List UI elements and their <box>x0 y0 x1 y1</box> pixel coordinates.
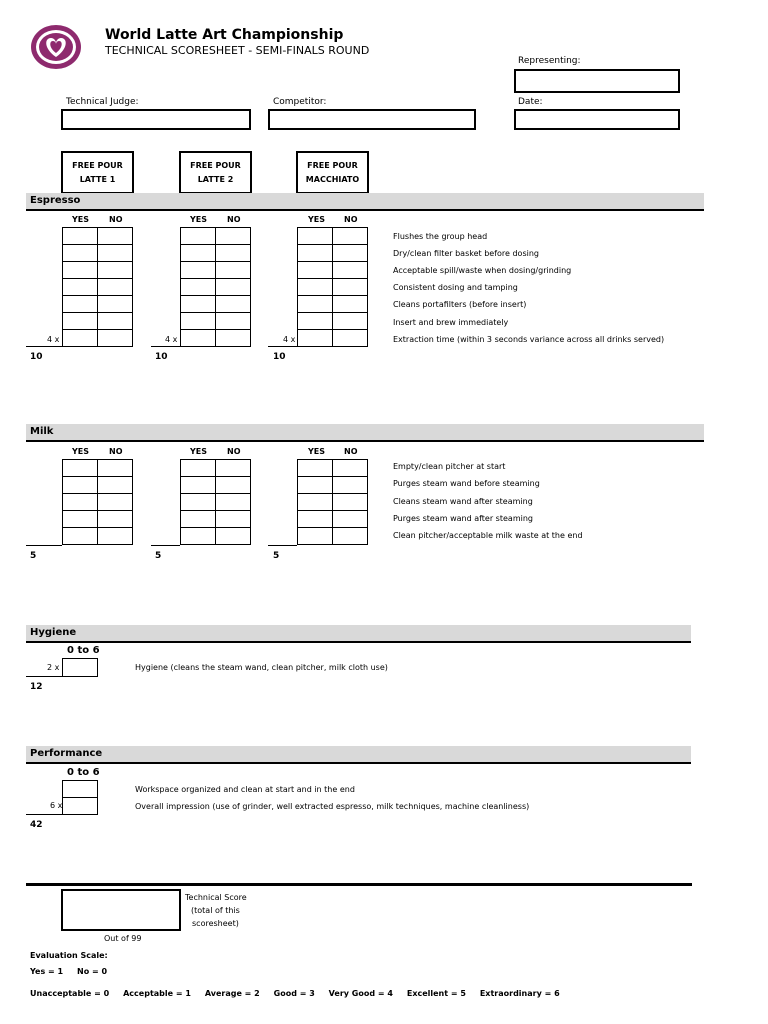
yes-box[interactable] <box>181 228 216 245</box>
no-box[interactable] <box>216 262 251 279</box>
yes-box[interactable] <box>298 262 333 279</box>
yes-box[interactable] <box>298 477 333 494</box>
no-box[interactable] <box>333 296 368 313</box>
milk-criterion: Empty/clean pitcher at start <box>393 462 506 471</box>
hygiene-score-box[interactable] <box>62 658 98 677</box>
milk-criterion: Cleans steam wand after steaming <box>393 497 533 506</box>
technical-score-box[interactable] <box>61 889 181 931</box>
no-box[interactable] <box>216 494 251 511</box>
date-field[interactable] <box>514 109 680 130</box>
yes-box[interactable] <box>63 279 98 296</box>
no-box[interactable] <box>98 245 133 262</box>
milk-section-header: Milk <box>26 424 704 442</box>
no-box[interactable] <box>333 313 368 330</box>
yes-box[interactable] <box>63 330 98 347</box>
yes-box[interactable] <box>181 330 216 347</box>
yes-label: YES <box>190 215 208 224</box>
representing-label: Representing: <box>518 56 581 66</box>
no-label: NO <box>227 215 241 224</box>
milk-grid-latte-2 <box>180 459 251 545</box>
yes-box[interactable] <box>298 511 333 528</box>
no-box[interactable] <box>216 477 251 494</box>
column-header-line2: MACCHIATO <box>305 174 360 184</box>
espresso-grid-latte-1 <box>62 227 133 347</box>
espresso-criterion: Flushes the group head <box>393 232 488 241</box>
espresso-criterion: Cleans portafilters (before insert) <box>393 300 527 309</box>
yes-box[interactable] <box>63 528 98 545</box>
espresso-criterion: Consistent dosing and tamping <box>393 283 518 292</box>
performance-section-header: Performance <box>26 746 691 764</box>
espresso-multiplier: 4 x <box>165 335 178 344</box>
score-baseline <box>26 676 62 677</box>
no-label: NO <box>344 447 358 456</box>
milk-criterion: Purges steam wand before steaming <box>393 479 540 488</box>
no-box[interactable] <box>216 313 251 330</box>
yes-box[interactable] <box>181 279 216 296</box>
total-divider <box>26 883 692 886</box>
no-box[interactable] <box>216 228 251 245</box>
milk-max-score: 5 <box>30 551 37 561</box>
yes-box[interactable] <box>181 477 216 494</box>
no-label: NO <box>344 215 358 224</box>
yes-box[interactable] <box>298 313 333 330</box>
technical-score-label-3: scoresheet) <box>192 919 239 928</box>
no-box[interactable] <box>216 296 251 313</box>
competitor-label: Competitor: <box>273 97 327 107</box>
yes-box[interactable] <box>298 494 333 511</box>
column-header-line1: FREE POUR <box>307 160 358 170</box>
no-box[interactable] <box>216 528 251 545</box>
hygiene-multiplier: 2 x <box>47 663 60 672</box>
no-box[interactable] <box>98 528 133 545</box>
milk-max-score: 5 <box>273 551 280 561</box>
technical-judge-label: Technical Judge: <box>66 97 139 107</box>
milk-grid-latte-1 <box>62 459 133 545</box>
page-title: World Latte Art Championship <box>105 27 344 43</box>
date-label: Date: <box>518 97 543 107</box>
yes-box[interactable] <box>63 245 98 262</box>
no-box[interactable] <box>98 330 133 347</box>
no-box[interactable] <box>98 511 133 528</box>
yes-label: YES <box>308 215 326 224</box>
yes-box[interactable] <box>63 511 98 528</box>
hygiene-range: 0 to 6 <box>67 645 100 656</box>
no-box[interactable] <box>98 262 133 279</box>
espresso-criterion: Extraction time (within 3 seconds variance across all drinks served) <box>393 335 665 344</box>
performance-box-divider <box>62 797 98 798</box>
hygiene-criterion: Hygiene (cleans the steam wand, clean pitcher, milk cloth use) <box>135 663 388 672</box>
no-box[interactable] <box>216 330 251 347</box>
score-baseline <box>26 814 62 815</box>
column-header-macchiato <box>296 151 369 194</box>
yes-label: YES <box>72 215 90 224</box>
espresso-criterion: Dry/clean filter basket before dosing <box>393 249 539 258</box>
no-label: NO <box>227 447 241 456</box>
yes-box[interactable] <box>63 460 98 477</box>
yes-no-scale: Yes = 1 No = 0 <box>30 967 108 976</box>
no-label: NO <box>109 215 123 224</box>
performance-multiplier: 6 x <box>50 801 63 810</box>
milk-criterion: Purges steam wand after steaming <box>393 514 533 523</box>
espresso-max-score: 10 <box>30 352 43 362</box>
no-box[interactable] <box>333 511 368 528</box>
score-baseline <box>26 346 62 347</box>
performance-criterion: Workspace organized and clean at start and in the end <box>135 785 355 794</box>
no-box[interactable] <box>98 279 133 296</box>
column-header-line1: FREE POUR <box>72 160 123 170</box>
column-header-line2: LATTE 1 <box>79 174 116 184</box>
yes-box[interactable] <box>298 460 333 477</box>
yes-box[interactable] <box>298 296 333 313</box>
espresso-multiplier: 4 x <box>283 335 296 344</box>
no-box[interactable] <box>98 228 133 245</box>
yes-box[interactable] <box>298 528 333 545</box>
technical-score-label-2: (total of this <box>191 906 240 915</box>
no-box[interactable] <box>98 477 133 494</box>
yes-box[interactable] <box>63 494 98 511</box>
yes-box[interactable] <box>63 262 98 279</box>
performance-max-score: 42 <box>30 820 43 830</box>
hygiene-max-score: 12 <box>30 682 43 692</box>
rating-scale: Unacceptable = 0 Acceptable = 1 Average = 2 Good = 3 Very Good = 4 Excellent = 5 Extraordinary = 6 <box>30 989 560 998</box>
no-label: NO <box>109 447 123 456</box>
no-box[interactable] <box>333 528 368 545</box>
no-box[interactable] <box>333 460 368 477</box>
technical-judge-field[interactable] <box>61 109 251 130</box>
espresso-criterion: Insert and brew immediately <box>393 318 509 327</box>
espresso-max-score: 10 <box>273 352 286 362</box>
championship-logo-icon <box>30 24 82 70</box>
no-box[interactable] <box>216 460 251 477</box>
yes-box[interactable] <box>63 477 98 494</box>
yes-box[interactable] <box>181 262 216 279</box>
yes-label: YES <box>308 447 326 456</box>
no-box[interactable] <box>98 296 133 313</box>
column-header-latte-1 <box>61 151 134 194</box>
hygiene-section-header: Hygiene <box>26 625 691 643</box>
no-box[interactable] <box>333 262 368 279</box>
yes-box[interactable] <box>181 296 216 313</box>
score-baseline <box>26 545 62 546</box>
espresso-max-score: 10 <box>155 352 168 362</box>
yes-box[interactable] <box>181 511 216 528</box>
technical-score-label: Technical Score <box>185 893 247 902</box>
no-box[interactable] <box>333 228 368 245</box>
evaluation-scale-title: Evaluation Scale: <box>30 951 108 960</box>
score-baseline <box>151 545 180 546</box>
yes-label: YES <box>72 447 90 456</box>
yes-box[interactable] <box>181 245 216 262</box>
yes-box[interactable] <box>181 313 216 330</box>
no-box[interactable] <box>98 494 133 511</box>
espresso-section-header: Espresso <box>26 193 704 211</box>
no-box[interactable] <box>333 245 368 262</box>
column-header-line1: FREE POUR <box>190 160 241 170</box>
yes-box[interactable] <box>63 313 98 330</box>
yes-box[interactable] <box>63 296 98 313</box>
column-header-line2: LATTE 2 <box>197 174 234 184</box>
score-baseline <box>268 545 297 546</box>
yes-box[interactable] <box>181 494 216 511</box>
no-box[interactable] <box>333 494 368 511</box>
espresso-grid-latte-2 <box>180 227 251 347</box>
milk-max-score: 5 <box>155 551 162 561</box>
representing-field[interactable] <box>514 69 680 93</box>
no-box[interactable] <box>333 477 368 494</box>
score-baseline <box>268 346 297 347</box>
yes-box[interactable] <box>298 330 333 347</box>
espresso-criterion: Acceptable spill/waste when dosing/grinding <box>393 266 572 275</box>
no-box[interactable] <box>216 511 251 528</box>
milk-criterion: Clean pitcher/acceptable milk waste at the end <box>393 531 583 540</box>
yes-label: YES <box>190 447 208 456</box>
yes-box[interactable] <box>298 228 333 245</box>
performance-criterion: Overall impression (use of grinder, well extracted espresso, milk techniques, machine cleanliness) <box>135 802 530 811</box>
page-subtitle: TECHNICAL SCORESHEET - SEMI-FINALS ROUND <box>105 44 370 57</box>
yes-box[interactable] <box>298 245 333 262</box>
competitor-field[interactable] <box>268 109 476 130</box>
no-box[interactable] <box>216 279 251 296</box>
score-baseline <box>151 346 180 347</box>
yes-box[interactable] <box>63 228 98 245</box>
yes-box[interactable] <box>298 279 333 296</box>
espresso-multiplier: 4 x <box>47 335 60 344</box>
espresso-grid-macchiato <box>297 227 368 347</box>
no-box[interactable] <box>216 245 251 262</box>
column-header-latte-2 <box>179 151 252 194</box>
no-box[interactable] <box>98 313 133 330</box>
no-box[interactable] <box>333 330 368 347</box>
milk-grid-macchiato <box>297 459 368 545</box>
yes-box[interactable] <box>181 528 216 545</box>
yes-box[interactable] <box>181 460 216 477</box>
out-of-label: Out of 99 <box>104 934 142 943</box>
performance-range: 0 to 6 <box>67 767 100 778</box>
no-box[interactable] <box>333 279 368 296</box>
no-box[interactable] <box>98 460 133 477</box>
